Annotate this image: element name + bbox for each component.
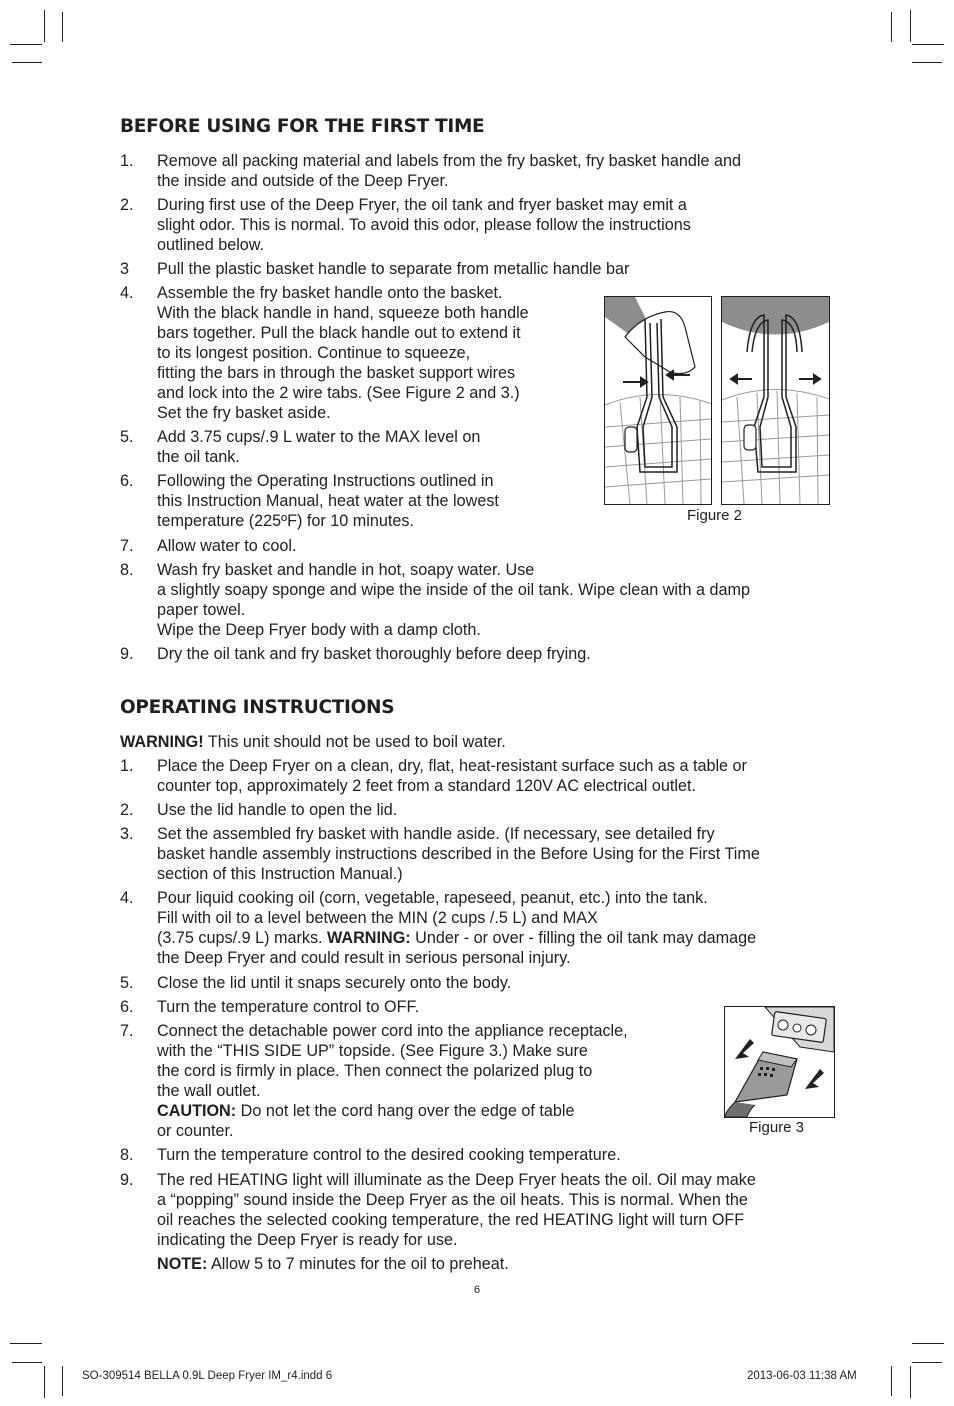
text-line: Close the lid until it snaps securely onto the body. bbox=[157, 974, 512, 992]
power-cord-plug-icon bbox=[725, 1007, 834, 1117]
text-fragment: Do not let the cord hang over the edge of table bbox=[236, 1102, 575, 1120]
crop-mark bbox=[10, 44, 42, 45]
step-text bbox=[157, 888, 847, 968]
text-line: Connect the detachable power cord into the appliance receptacle, bbox=[157, 1022, 628, 1040]
step-text bbox=[157, 824, 847, 884]
step-number: 4. bbox=[120, 889, 134, 907]
text-line: Wash fry basket and handle in hot, soapy water. Use bbox=[157, 561, 535, 579]
step-number: 9. bbox=[120, 645, 134, 663]
caution-label: CAUTION: bbox=[157, 1102, 237, 1120]
crop-mark bbox=[12, 1362, 42, 1363]
crop-mark bbox=[62, 1366, 63, 1396]
step-text bbox=[157, 560, 847, 640]
step-number: 8. bbox=[120, 561, 134, 579]
step-number: 1. bbox=[120, 152, 134, 170]
figure-2-caption: Figure 2 bbox=[687, 507, 743, 524]
text-line: Set the assembled fry basket with handle aside. (If necessary, see detailed fry bbox=[157, 825, 715, 843]
text-line: outlined below. bbox=[157, 236, 265, 254]
text-line: During first use of the Deep Fryer, the oil tank and fryer basket may emit a bbox=[157, 196, 687, 214]
step-text bbox=[157, 800, 397, 820]
figure-2-left-illustration bbox=[604, 296, 712, 505]
text-line: Add 3.75 cups/.9 L water to the MAX level on bbox=[157, 428, 481, 446]
step-text bbox=[157, 973, 511, 993]
step-text bbox=[157, 1170, 847, 1250]
text-line: or counter. bbox=[157, 1122, 234, 1140]
text-line: indicating the Deep Fryer is ready for use. bbox=[157, 1231, 458, 1249]
step-number: 1. bbox=[120, 757, 134, 775]
text-line: Turn the temperature control to OFF. bbox=[157, 998, 420, 1016]
step-number: 8. bbox=[120, 1146, 134, 1164]
section-heading-before-using: BEFORE USING FOR THE FIRST TIME bbox=[120, 116, 485, 137]
text-line: temperature (225ºF) for 10 minutes. bbox=[157, 512, 414, 530]
crop-mark bbox=[910, 1366, 911, 1398]
text-line: Place the Deep Fryer on a clean, dry, flat, heat-resistant surface such as a table or bbox=[157, 757, 747, 775]
text-line: Following the Operating Instructions outlined in bbox=[157, 472, 494, 490]
crop-mark bbox=[891, 12, 892, 42]
text-line: counter top, approximately 2 feet from a standard 120V AC electrical outlet. bbox=[157, 777, 696, 795]
text-line: bars together. Pull the black handle out to extend it bbox=[157, 324, 521, 342]
step-text bbox=[157, 427, 480, 467]
basket-handle-expand-icon bbox=[722, 297, 829, 504]
crop-mark bbox=[10, 1343, 42, 1344]
section-heading-operating-instructions: OPERATING INSTRUCTIONS bbox=[120, 697, 395, 718]
text-line: the cord is firmly in place. Then connect the polarized plug to bbox=[157, 1062, 593, 1080]
text-line: fitting the bars in through the basket support wires bbox=[157, 364, 516, 382]
text-line: section of this Instruction Manual.) bbox=[157, 865, 403, 883]
note-label: NOTE: bbox=[157, 1255, 208, 1273]
text-line: Pour liquid cooking oil (corn, vegetable, rapeseed, peanut, etc.) into the tank. bbox=[157, 889, 708, 907]
step-text bbox=[157, 1145, 621, 1165]
step-text bbox=[157, 151, 741, 191]
text-line: slight odor. This is normal. To avoid this odor, please follow the instructions bbox=[157, 216, 691, 234]
step-text bbox=[157, 756, 747, 796]
text-fragment: Under - or over - filling the oil tank may damage bbox=[410, 929, 757, 947]
crop-mark bbox=[912, 44, 944, 45]
step-text bbox=[157, 644, 591, 664]
step-number: 6. bbox=[120, 472, 134, 490]
step-text bbox=[157, 1021, 628, 1141]
text-line: the inside and outside of the Deep Fryer. bbox=[157, 172, 449, 190]
step-number: 2. bbox=[120, 801, 134, 819]
text-line: oil reaches the selected cooking temperature, the red HEATING light will turn OFF bbox=[157, 1211, 745, 1229]
text-line: Turn the temperature control to the desired cooking temperature. bbox=[157, 1146, 621, 1164]
text-line: The red HEATING light will illuminate as the Deep Fryer heats the oil. Oil may make bbox=[157, 1171, 756, 1189]
text-line: a “popping” sound inside the Deep Fryer as the oil heats. This is normal. When the bbox=[157, 1191, 748, 1209]
text-line: Pull the plastic basket handle to separate from metallic handle bar bbox=[157, 260, 630, 278]
text-line: a slightly soapy sponge and wipe the inside of the oil tank. Wipe clean with a damp bbox=[157, 581, 750, 599]
basket-handle-squeeze-icon bbox=[605, 297, 711, 504]
step-number: 2. bbox=[120, 196, 134, 214]
text-line: Allow water to cool. bbox=[157, 537, 297, 555]
text-line: Wipe the Deep Fryer body with a damp cloth. bbox=[157, 621, 481, 639]
step-text bbox=[157, 997, 419, 1017]
note-text: Allow 5 to 7 minutes for the oil to preheat. bbox=[207, 1255, 509, 1273]
step-number: 4. bbox=[120, 284, 134, 302]
warning-text: This unit should not be used to boil water. bbox=[203, 733, 506, 751]
text-line: with the “THIS SIDE UP” topside. (See Figure 3.) Make sure bbox=[157, 1042, 588, 1060]
step-number: 5. bbox=[120, 428, 134, 446]
crop-mark bbox=[44, 10, 45, 42]
crop-mark bbox=[910, 10, 911, 42]
figure-2-right-illustration bbox=[721, 296, 830, 505]
crop-mark bbox=[912, 1362, 942, 1363]
step-text bbox=[157, 536, 296, 556]
text-line: Fill with oil to a level between the MIN (2 cups /.5 L) and MAX bbox=[157, 909, 598, 927]
text-line: Set the fry basket aside. bbox=[157, 404, 331, 422]
text-line: and lock into the 2 wire tabs. (See Figure 2 and 3.) bbox=[157, 384, 520, 402]
crop-mark bbox=[891, 1366, 892, 1396]
warning-label: WARNING: bbox=[327, 929, 411, 947]
figure-3-caption: Figure 3 bbox=[749, 1119, 805, 1136]
crop-mark bbox=[44, 1366, 45, 1398]
text-line bbox=[157, 928, 847, 948]
step-text bbox=[157, 283, 529, 423]
crop-mark bbox=[12, 62, 42, 63]
step-number: 7. bbox=[120, 537, 134, 555]
warning-paragraph bbox=[120, 732, 506, 752]
note-paragraph bbox=[157, 1254, 509, 1274]
text-line: Assemble the fry basket handle onto the basket. bbox=[157, 284, 503, 302]
page-number: 6 bbox=[474, 1284, 481, 1296]
text-line: the oil tank. bbox=[157, 448, 240, 466]
crop-mark bbox=[912, 62, 942, 63]
text-line: Use the lid handle to open the lid. bbox=[157, 801, 398, 819]
footer-timestamp: 2013-06-03 11:38 AM bbox=[747, 1370, 857, 1382]
text-line: With the black handle in hand, squeeze both handle bbox=[157, 304, 529, 322]
text-line: basket handle assembly instructions described in the Before Using for the First Time bbox=[157, 845, 760, 863]
step-number: 3. bbox=[120, 825, 134, 843]
step-text bbox=[157, 471, 499, 531]
text-line: this Instruction Manual, heat water at the lowest bbox=[157, 492, 499, 510]
text-line: the wall outlet. bbox=[157, 1082, 261, 1100]
figure-3-illustration bbox=[724, 1006, 835, 1118]
text-line: Dry the oil tank and fry basket thoroughly before deep frying. bbox=[157, 645, 591, 663]
text-fragment: (3.75 cups/.9 L) marks. bbox=[157, 929, 328, 947]
step-number: 5. bbox=[120, 974, 134, 992]
text-line: paper towel. bbox=[157, 601, 246, 619]
text-line bbox=[157, 1101, 628, 1121]
crop-mark bbox=[912, 1343, 944, 1344]
crop-mark bbox=[62, 12, 63, 42]
text-line: Remove all packing material and labels from the fry basket, fry basket handle and bbox=[157, 152, 741, 170]
step-number: 3 bbox=[120, 260, 130, 278]
text-line: the Deep Fryer and could result in serious personal injury. bbox=[157, 949, 571, 967]
warning-label: WARNING! bbox=[120, 733, 204, 751]
step-number: 9. bbox=[120, 1171, 134, 1189]
step-number: 6. bbox=[120, 998, 134, 1016]
footer-file-info: SO-309514 BELLA 0.9L Deep Fryer IM_r4.indd 6 bbox=[82, 1370, 333, 1382]
step-text bbox=[157, 259, 629, 279]
step-text bbox=[157, 195, 691, 255]
text-line: to its longest position. Continue to squeeze, bbox=[157, 344, 471, 362]
step-number: 7. bbox=[120, 1022, 134, 1040]
